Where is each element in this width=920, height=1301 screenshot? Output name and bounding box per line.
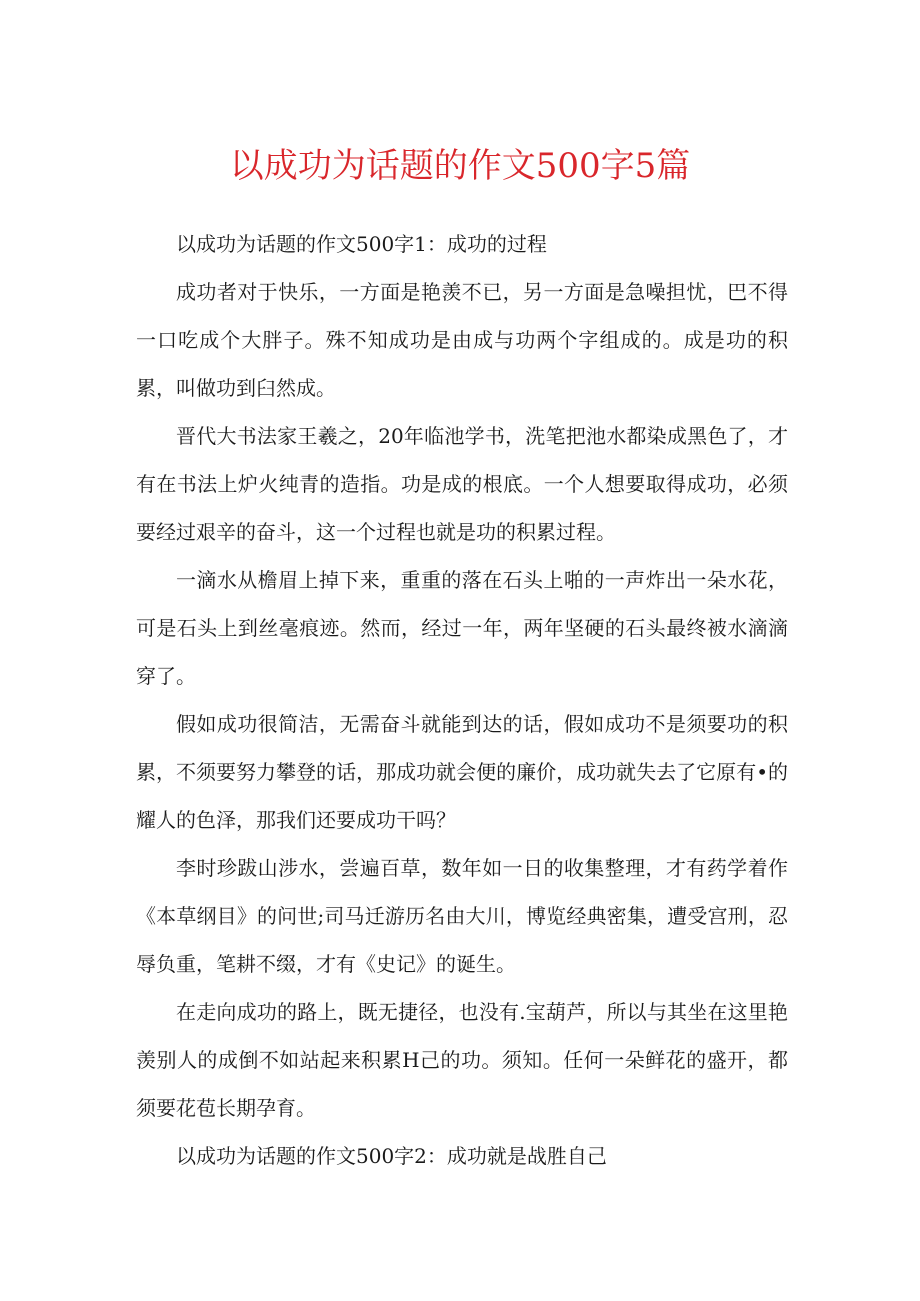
- paragraph: 成功者对于快乐，一方面是艳羡不已，另一方面是急噪担忧，巴不得一口吃成个大胖子。殊不知成功是由成与功两个字组成的。成是功的积累，叫做功到臼然成。: [136, 280, 788, 400]
- paragraph: 李时珍跋山涉水，尝遍百草，数年如一日的收集整理，才有药学着作《本草纲目》的问世;司马迁游历名由大川，博览经典密集，遭受宫刑，忍辱负重，笔耕不缀，才有《史记》的诞生。: [136, 856, 788, 976]
- paragraph: 一滴水从檐眉上掉下来，重重的落在石头上啪的一声炸出一朵水花，可是石头上到丝毫痕迹。然而，经过一年，两年坚硬的石头最终被水滴滴穿了。: [136, 568, 788, 688]
- paragraph: 假如成功很简洁，无需奋斗就能到达的话，假如成功不是须要功的积累，不须要努力攀登的话，那成功就会便的廉价，成功就失去了它原有•的耀人的色泽，那我们还要成功干吗？: [136, 712, 788, 832]
- section-heading-1: 以成功为话题的作文500字1：成功的过程: [176, 232, 547, 256]
- paragraph: 在走向成功的路上，既无捷径，也没有.宝葫芦，所以与其坐在这里艳羡别人的成倒不如站起来积累H己的功。须知。任何一朵鲜花的盛开，都须要花苞长期孕育。: [136, 1000, 788, 1120]
- document-title: 以成功为话题的作文500字5篇: [229, 146, 691, 186]
- section-heading-2: 以成功为话题的作文500字2：成功就是战胜自己: [176, 1144, 607, 1168]
- document-body: [136, 220, 788, 1180]
- paragraph: 晋代大书法家王羲之，20年临池学书，洗笔把池水都染成黑色了，才有在书法上炉火纯青的造指。功是成的根底。一个人想要取得成功，必须要经过艰辛的奋斗，这一个过程也就是功的积累过程。: [136, 424, 788, 544]
